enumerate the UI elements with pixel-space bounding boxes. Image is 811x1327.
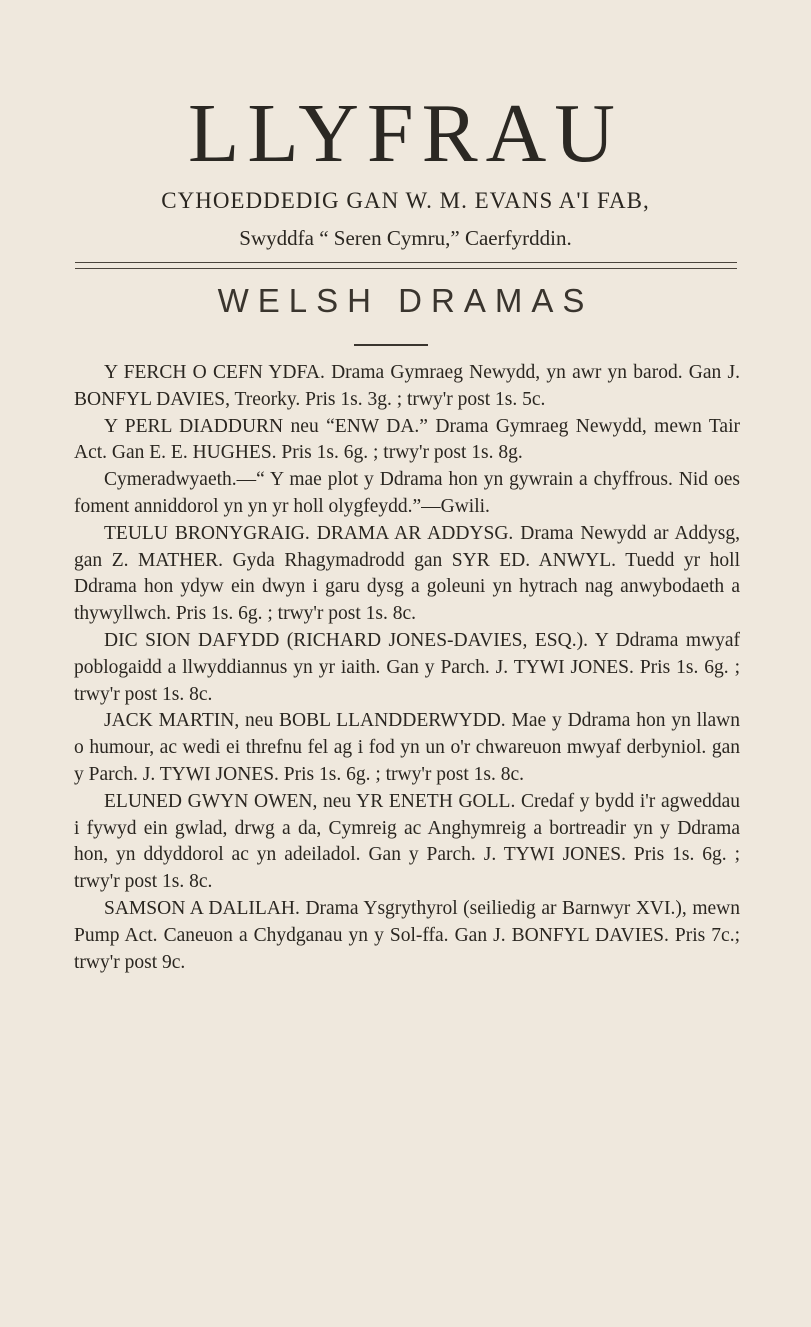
double-rule-bottom (75, 268, 737, 269)
book-entry: JACK MARTIN, neu BOBL LLANDDERWYDD. Mae y Ddrama hon yn llawn o humour, ac wedi ei threfnu fel ag i fod yn un o'r chwareuon mwyaf derbyniol. gan y Parch. J. TYWI JONES. Pris 1s. 6g. ; trwy'r post 1s. 8c. (74, 710, 740, 785)
section-title: WELSH DRAMAS (217, 282, 594, 319)
book-entry: TEULU BRONYGRAIG. DRAMA AR ADDYSG. Drama Newydd ar Addysg, gan Z. MATHER. Gyda Rhagymadrodd gan SYR ED. ANWYL. Tuedd yr holl Ddrama hon ydyw ein dwyn i garu dysg a goleuni yn hytrach nag anwybodaeth a thywyllwch. Pris 1s. 6g. ; trwy'r post 1s. 8c. (74, 522, 740, 625)
book-testimonial: Cymeradwyaeth.—“ Y mae plot y Ddrama hon yn gywrain a chyffrous. Nid oes foment anniddorol yn yn yr holl olygfeydd.”—Gwili. (74, 469, 740, 517)
book-entry: DIC SION DAFYDD (RICHARD JONES-DAVIES, ESQ.). Y Ddrama mwyaf poblogaidd a llwyddiannus yn yr iaith. Gan y Parch. J. TYWI JONES. Pris 1s. 6g. ; trwy'r post 1s. 8c. (74, 629, 740, 705)
page-title: LLYFRAU (188, 87, 623, 180)
book-entry: ELUNED GWYN OWEN, neu YR ENETH GOLL. Credaf y bydd i'r agweddau i fywyd ein gwlad, drwg a da, Cymreig ac Anghymreig a bortreadir yn y Ddrama hon, yn ddyddorol ac yn adeiladol. Gan y Parch. J. TYWI JONES. Pris 1s. 6g. ; trwy'r post 1s. 8c. (74, 790, 740, 893)
book-entry: SAMSON A DALILAH. Drama Ysgrythyrol (seiliedig ar Barnwyr XVI.), mewn Pump Act. Caneuon a Chydganau yn y Sol-ffa. Gan J. BONFYL DAVIES. Pris 7c.; trwy'r post 9c. (74, 897, 740, 973)
section-divider (354, 344, 428, 346)
office-line: Swyddfa “ Seren Cymru,” Caerfyrddin. (239, 226, 572, 250)
book-entry: Y FERCH O CEFN YDFA. Drama Gymraeg Newydd, yn awr yn barod. Gan J. BONFYL DAVIES, Treorky. Pris 1s. 3g. ; trwy'r post 1s. 5c. (74, 362, 740, 410)
book-entry: Y PERL DIADDURN neu “ENW DA.” Drama Gymraeg Newydd, mewn Tair Act. Gan E. E. HUGHES. Pris 1s. 6g. ; trwy'r post 1s. 8g. (74, 415, 740, 464)
book-list (74, 360, 740, 976)
publisher-line: CYHOEDDEDIG GAN W. M. EVANS A'I FAB, (161, 188, 650, 213)
double-rule-top (75, 262, 737, 263)
